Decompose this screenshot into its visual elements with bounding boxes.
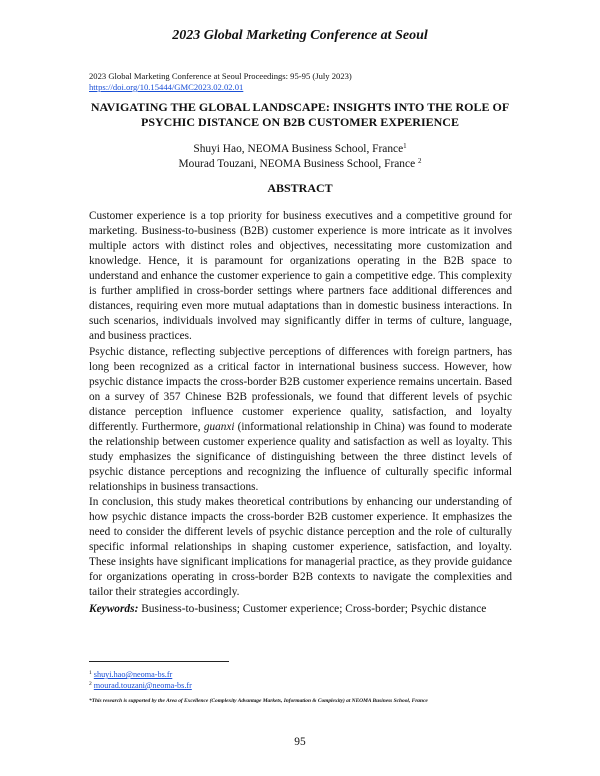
paper-title bbox=[60, 100, 540, 130]
abstract-paragraph-2 bbox=[89, 345, 512, 495]
running-head: 2023 Global Marketing Conference at Seoul bbox=[172, 28, 428, 43]
guanxi-term: guanxi bbox=[203, 421, 235, 433]
abstract-paragraph-3: In conclusion, this study makes theoretical contributions by enhancing our understanding of how psychic distance impacts the cross-border B2B customer experience. It emphasizes the need to consider the different levels of psychic distance perception and the role of culturally specific informal relationships in shaping customer experience, satisfaction, and loyalty. These insights have significant implications for managerial practice, as they provide guidance for organizations operating in cross-border B2B contexts to navigate the complexities and tailor their strategies accordingly. bbox=[89, 496, 512, 598]
paragraph-2-text-a: Psychic distance, reflecting subjective perceptions of differences with foreign partners, has long been recognized as a critical factor in international business success. However, how psychic distance impacts the cross-border B2B customer experience remains uncertain. Based on a survey of 357 Chinese B2B professionals, we found that different levels of psychic distance perception influence customer experience quality, satisfaction, and loyalty differently. Furthermore, bbox=[89, 346, 512, 433]
title-line-2: PSYCHIC DISTANCE ON B2B CUSTOMER EXPERIENCE bbox=[141, 115, 459, 129]
footnote-divider bbox=[89, 661, 229, 662]
support-note: *This research is supported by the Area of Excellence (Complexity Advantage Markets, Information & Complexity) at NEOMA Business School, France bbox=[89, 698, 428, 704]
keywords-text: Business-to-business; Customer experience; Cross-border; Psychic distance bbox=[138, 603, 487, 615]
doi-link[interactable]: https://doi.org/10.15444/GMC2023.02.02.01 bbox=[89, 82, 244, 92]
abstract-heading: ABSTRACT bbox=[267, 181, 333, 195]
proceedings-citation: 2023 Global Marketing Conference at Seoul Proceedings: 95-95 (July 2023) bbox=[89, 71, 352, 81]
footnote-2-mark: 2 bbox=[89, 681, 92, 687]
footnote-2 bbox=[89, 680, 192, 691]
title-line-1: NAVIGATING THE GLOBAL LANDSCAPE: INSIGHTS INTO THE ROLE OF bbox=[90, 100, 510, 114]
author-2-mark: 2 bbox=[417, 157, 422, 165]
keywords bbox=[89, 602, 512, 617]
proceedings-info bbox=[89, 71, 352, 93]
author-2-name: Mourad Touzani, NEOMA Business School, France bbox=[178, 158, 418, 170]
footnote-2-email-link[interactable]: mourad.touzani@neoma-bs.fr bbox=[93, 681, 192, 690]
footnote-1-mark: 1 bbox=[89, 670, 92, 676]
author-1-name: Shuyi Hao, NEOMA Business School, France bbox=[193, 143, 404, 155]
author-1-mark: 1 bbox=[403, 142, 407, 150]
abstract-paragraph-1: Customer experience is a top priority for business executives and a competitive ground for marketing. Business-to-business (B2B) customer experience is more intricate as it involves multiple actors with distinct roles and objectives, necessitating more customization and knowledge. Hence, it is paramount for organizations operating in the B2B space to understand and enhance the customer experience to gain a competitive edge. This complexity is further amplified in cross-border settings where partners face additional differences and distances, requiring even more mutual adaptations than in domestic business interactions. In such scenarios, individuals involved may significantly differ in terms of culture, language, and business practices. bbox=[89, 210, 512, 342]
footnotes bbox=[89, 669, 192, 691]
footnote-1-email-link[interactable]: shuyi.hao@neoma-bs.fr bbox=[93, 670, 173, 679]
author-1 bbox=[0, 142, 600, 157]
paragraph-2-text-b: (informational relationship in China) was found to moderate the relationship between customer experience quality and satisfaction as well as loyalty. This study emphasizes the significance of distinguishing between the three distinct levels of psychic distance perceptions and recognizing the influence of culturally specific informal relationships in business transactions. bbox=[89, 421, 513, 493]
page-number: 95 bbox=[294, 736, 306, 748]
keywords-label: Keywords: bbox=[89, 603, 139, 615]
author-list bbox=[0, 142, 600, 172]
author-2 bbox=[0, 157, 600, 172]
footnote-1 bbox=[89, 669, 192, 680]
